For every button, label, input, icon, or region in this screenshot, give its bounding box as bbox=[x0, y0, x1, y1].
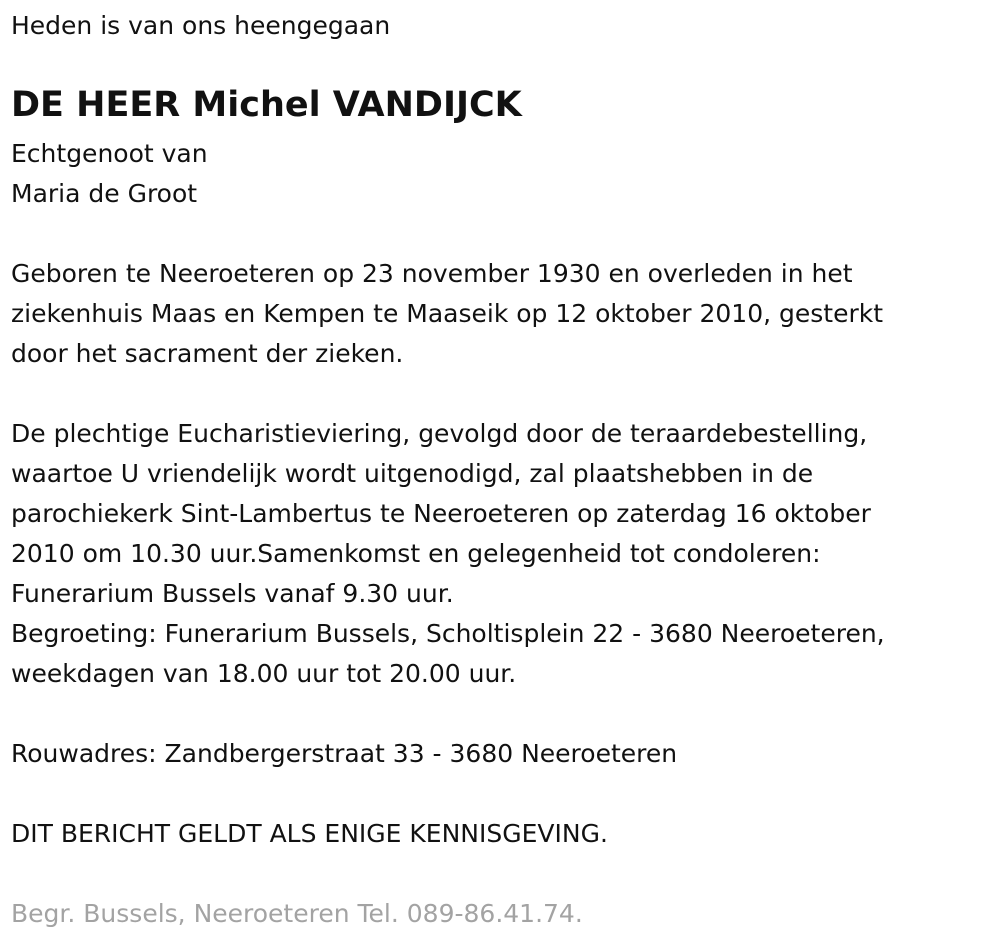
paragraph-line: waartoe U vriendelijk wordt uitgenodigd, zal plaatshebben in de bbox=[11, 459, 814, 488]
spouse-line: Echtgenoot van bbox=[11, 139, 208, 168]
paragraph-line: Funerarium Bussels vanaf 9.30 uur. bbox=[11, 579, 454, 608]
ceremony-paragraph bbox=[11, 414, 885, 694]
paragraph-line: Geboren te Neeroeteren op 23 november 1930 en overleden in het bbox=[11, 259, 853, 288]
paragraph-line: Begroeting: Funerarium Bussels, Scholtisplein 22 - 3680 Neeroeteren, bbox=[11, 619, 885, 648]
intro-text: Heden is van ons heengegaan bbox=[11, 11, 391, 40]
paragraph-line: ziekenhuis Maas en Kempen te Maaseik op 12 oktober 2010, gesterkt bbox=[11, 299, 884, 328]
funeral-home-footer: Begr. Bussels, Neeroeteren Tel. 089-86.41.74. bbox=[11, 899, 583, 928]
spouse-block bbox=[11, 134, 208, 214]
paragraph-line: De plechtige Eucharistieviering, gevolgd door de teraardebestelling, bbox=[11, 419, 868, 448]
paragraph-line: 2010 om 10.30 uur.Samenkomst en gelegenheid tot condoleren: bbox=[11, 539, 821, 568]
deceased-name: DE HEER Michel VANDIJCK bbox=[11, 85, 522, 125]
sole-notice: DIT BERICHT GELDT ALS ENIGE KENNISGEVING. bbox=[11, 819, 608, 848]
birth-death-paragraph bbox=[11, 254, 883, 374]
spouse-line: Maria de Groot bbox=[11, 179, 198, 208]
mourning-address: Rouwadres: Zandbergerstraat 33 - 3680 Neeroeteren bbox=[11, 739, 678, 768]
paragraph-line: parochiekerk Sint-Lambertus te Neeroeteren op zaterdag 16 oktober bbox=[11, 499, 871, 528]
paragraph-line: door het sacrament der zieken. bbox=[11, 339, 404, 368]
paragraph-line: weekdagen van 18.00 uur tot 20.00 uur. bbox=[11, 659, 517, 688]
